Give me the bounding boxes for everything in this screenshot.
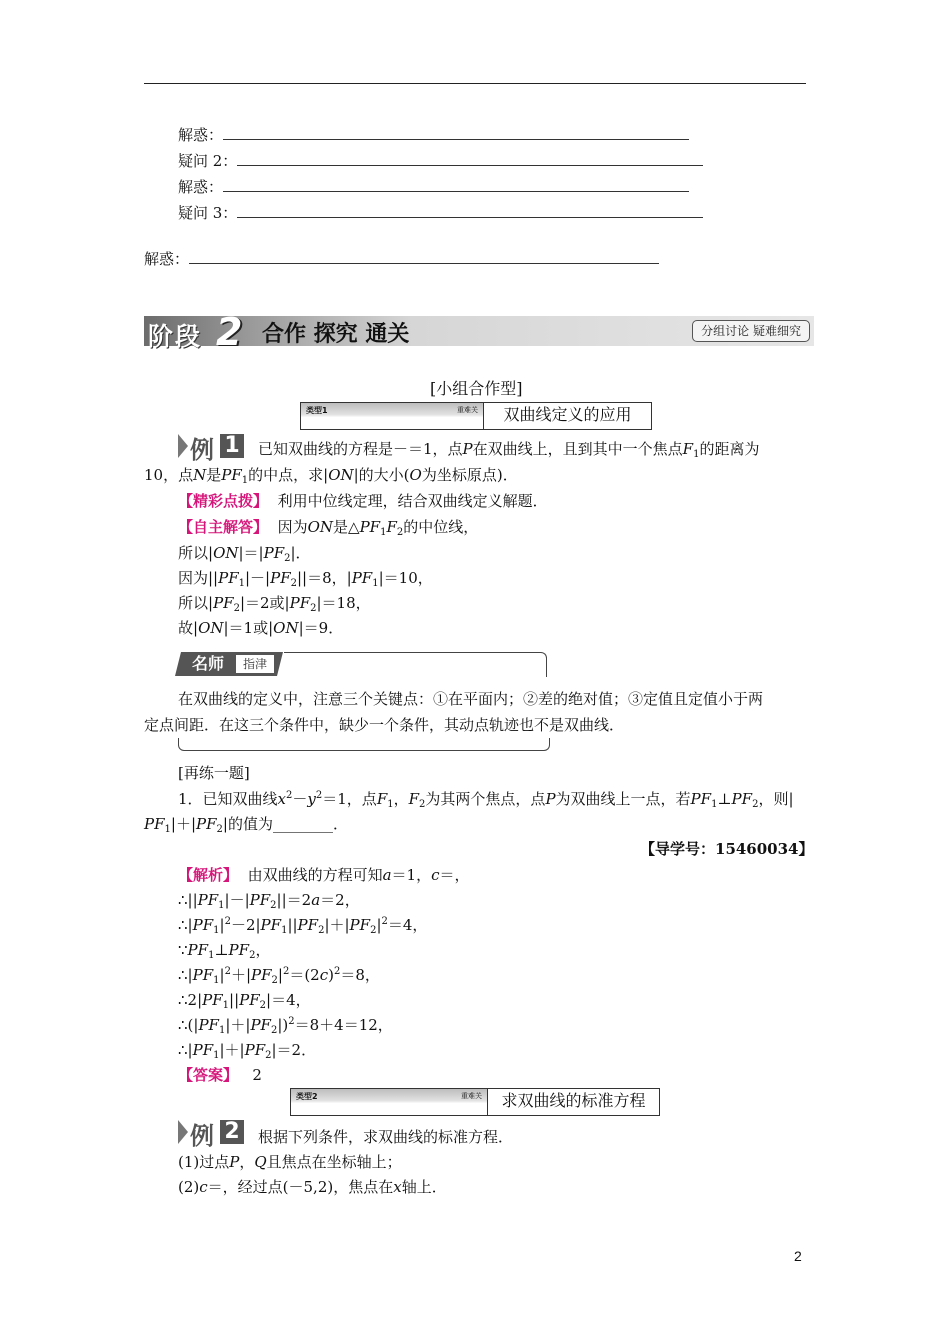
answer-line [178, 1064, 262, 1085]
blank-line[interactable] [237, 205, 703, 218]
tip-line: 【精彩点拨】 利用中位线定理，结合双曲线定义解题． [178, 492, 548, 510]
solution-label: 【自主解答】 [178, 518, 269, 536]
header-rule [144, 83, 806, 84]
type2-label-area: 类型2 重难关 [291, 1089, 488, 1115]
example1-line1: 已知双曲线的方程是－＝1，点P在双曲线上，且到其中一个焦点$F_1$的距离为 [258, 440, 760, 460]
guide-frame [284, 652, 547, 677]
practice-label: [再练一题] [178, 764, 250, 782]
tip-label: 【精彩点拨】 [178, 492, 269, 510]
blank-line[interactable] [223, 127, 689, 140]
analysis-step-4: $\therefore|PF_1|^2+|PF_2|^2=(2c)^2=8$， [178, 966, 380, 986]
answer-value: 2 [252, 1066, 262, 1084]
solution-step-3: 所以$|PF_2|=2$或$|PF_2|=18$， [178, 594, 371, 614]
analysis-step-5: $\therefore 2|PF_1||PF_2|=4$， [178, 991, 311, 1011]
page-number: 2 [794, 1248, 802, 1264]
type1-box [300, 402, 652, 430]
practice-q-line1: 1．已知双曲线$x^2-y^2=1$，点$F_1$，$F_2$为其两个焦点，点P为双曲线上一点，若$PF_1\perp PF_2$，则| [178, 790, 794, 810]
teacher-guide-label: 名师 指津 [175, 652, 283, 676]
arrow-icon [178, 1120, 188, 1144]
fill-line-5: 解惑： [144, 248, 659, 269]
analysis-step-3: $\because PF_1\perp PF_2$， [178, 941, 271, 961]
type1-label-area: 类型1 重难关 [301, 403, 484, 429]
solution-step-4: 故|ON|＝1或|ON|＝9． [178, 619, 344, 637]
analysis-label: 【解析】 [178, 866, 239, 884]
arrow-icon [178, 434, 188, 458]
analysis-line: 【解析】 由双曲线的方程可知a＝1，c＝， [178, 866, 470, 884]
stage-banner [144, 310, 814, 354]
analysis-step-2: $\therefore|PF_1|^2-2|PF_1||PF_2|+|PF_2|^2=4$， [178, 916, 428, 936]
banner-title: 合作 探究 通关 [262, 322, 410, 347]
banner-tag: 分组讨论 疑难细究 [692, 320, 810, 342]
analysis-step-7: $\therefore|PF_1|+|PF_2|=2$． [178, 1041, 317, 1061]
guide-frame-bottom [178, 738, 550, 751]
group-type-label: [小组合作型] [430, 379, 523, 398]
example2-cond2: (2)c＝，经过点(－5,2)，焦点在x轴上． [178, 1178, 447, 1196]
type2-title: 求双曲线的标准方程 [501, 1091, 646, 1110]
teacher-guide-header [178, 652, 548, 678]
guide-number: 【导学号：15460034】 [640, 840, 814, 858]
fill-line-4: 疑问 3： [178, 202, 703, 223]
type1-title: 双曲线定义的应用 [503, 405, 632, 424]
guide-text-1: 在双曲线的定义中，注意三个关键点：①在平面内；②差的绝对值；③定值且定值小于两 [178, 690, 764, 708]
fill-line-3: 解惑： [178, 176, 689, 197]
banner-stage: 阶段 [148, 322, 203, 351]
example2-cond1: (1)过点P，Q且焦点在坐标轴上； [178, 1153, 402, 1171]
banner-stage-number: 2 [216, 310, 243, 354]
type2-box [290, 1088, 660, 1116]
solution-step-2: 因为$||PF_1|-|PF_2||=8$，$|PF_1|=10$， [178, 569, 433, 589]
fill-line-2: 疑问 2： [178, 150, 703, 171]
example2-text: 根据下列条件，求双曲线的标准方程． [258, 1128, 514, 1146]
analysis-step-6: $\therefore(|PF_1|+|PF_2|)^2=8+4=12$， [178, 1016, 393, 1036]
analysis-step-1: $\therefore||PF_1|-|PF_2||=2a=2$， [178, 891, 360, 911]
blank-line[interactable] [223, 179, 689, 192]
blank-line[interactable] [189, 251, 659, 264]
solution-line: 【自主解答】 因为ON是$\triangle PF_1F_2$的中位线， [178, 518, 479, 538]
fill-line-1: 解惑： [178, 124, 689, 145]
guide-text-2: 定点间距．在这三个条件中，缺少一个条件，其动点轨迹也不是双曲线． [144, 716, 625, 734]
example1-line2: 10，点N是$PF_1$的中点，求|ON|的大小(O为坐标原点)． [144, 466, 518, 486]
answer-label: 【答案】 [178, 1066, 239, 1084]
practice-q-line2: $PF_1|+|PF_2|$的值为________． [144, 815, 348, 835]
solution-step-1: 所以$|ON|=|PF_2|$． [178, 544, 311, 564]
blank-line[interactable] [237, 153, 703, 166]
